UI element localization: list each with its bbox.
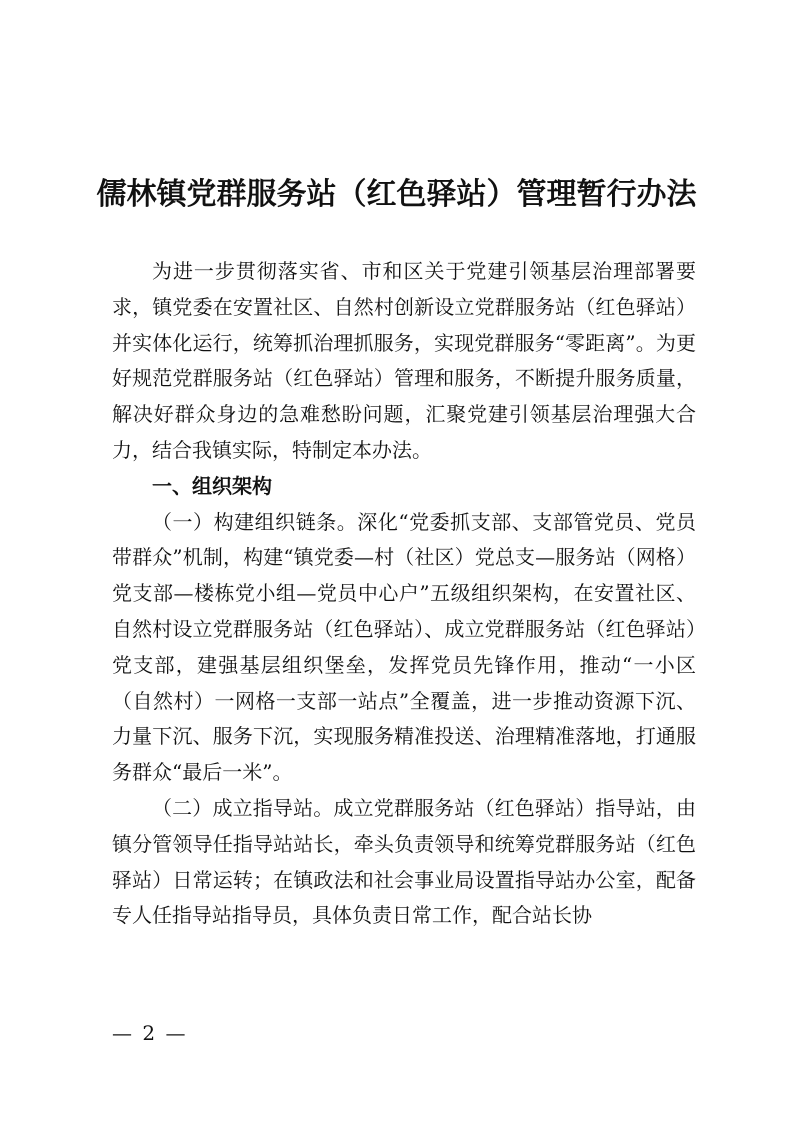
subsection-label-1: （一）构建组织链条。 — [152, 509, 358, 534]
page-number: — 2 — — [112, 1021, 188, 1045]
section-heading-text: 一、组织架构 — [152, 473, 272, 498]
section-heading-organization — [112, 469, 696, 505]
subsection-paragraph-2 — [112, 791, 696, 934]
subsection-text-2: 成立党群服务站（红色驿站）指导站，由镇分管领导任指导站站长，牵头负责领导和统筹党群服务站（红色驿站）日常运转；在镇政法和社会事业局设置指导站办公室，配备专人任指导站指导员，具体负责日常工作，配合站长协 — [112, 795, 697, 928]
subsection-paragraph-1 — [112, 505, 696, 791]
document-body — [112, 254, 696, 934]
subsection-text-1: 深化“党委抓支部、支部管党员、党员带群众”机制，构建“镇党委—村（社区）党总支—服务站（网格）党支部—楼栋党小组—党员中心户”五级组织架构，在安置社区、自然村设立党群服务站（红色驿站）、成立党群服务站（红色驿站）党支部，建强基层组织堡垒，发挥党员先锋作用，推动“一小区（自然村）一网格一支部一站点”全覆盖，进一步推动资源下沉、力量下沉、服务下沉，实现服务精准投送、治理精准落地，打通服务群众“最后一米”。 — [112, 509, 696, 785]
intro-paragraph: 为进一步贯彻落实省、市和区关于党建引领基层治理部署要求，镇党委在安置社区、自然村创新设立党群服务站（红色驿站）并实体化运行，统筹抓治理抓服务，实现党群服务“零距离”。为更好规范党群服务站（红色驿站）管理和服务，不断提升服务质量，解决好群众身边的急难愁盼问题，汇聚党建引领基层治理强大合力，结合我镇实际，特制定本办法。 — [112, 259, 696, 462]
subsection-label-2: （二）成立指导站。 — [152, 795, 334, 820]
document-title: 儒林镇党群服务站（红色驿站）管理暂行办法 — [96, 177, 697, 212]
